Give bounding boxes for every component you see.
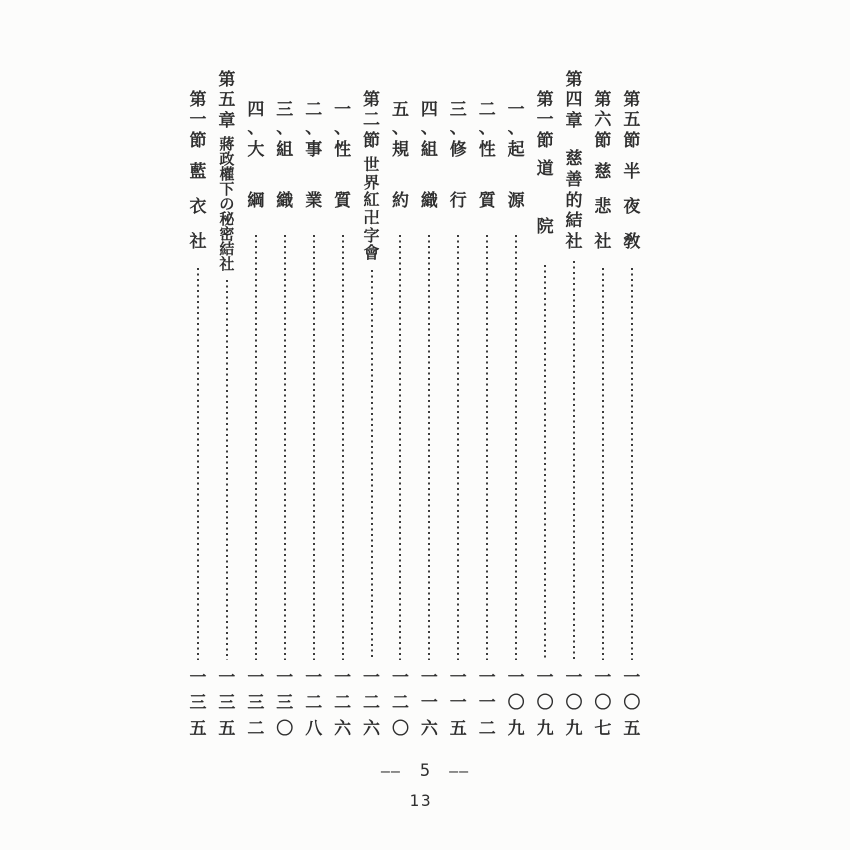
toc-entry <box>360 70 384 742</box>
entry-page-number: 一〇五 <box>623 667 641 739</box>
entry-label: 三、 <box>276 100 294 138</box>
indent-spacer <box>475 70 499 102</box>
dotted-leader <box>303 235 325 660</box>
entry-page-number: 一三〇 <box>276 667 294 739</box>
entry-title: 起源 <box>507 139 525 211</box>
entry-title: 半夜敎 <box>623 162 641 252</box>
dotted-leader <box>274 235 296 660</box>
indent-spacer <box>504 70 528 102</box>
indent-spacer <box>302 70 326 102</box>
entry-title: 道院 <box>536 159 554 237</box>
indent-spacer <box>273 70 297 102</box>
entry-label: 二、 <box>478 100 496 138</box>
entry-label: 一、 <box>507 100 525 138</box>
dotted-leader <box>505 235 527 660</box>
toc-entry <box>302 70 326 742</box>
toc-entry <box>273 70 297 742</box>
indent-spacer <box>388 70 412 102</box>
entry-label: 二、 <box>305 100 323 138</box>
entry-label: 第四章 <box>565 70 583 131</box>
entry-page-number: 一一二 <box>478 667 496 739</box>
dotted-leader <box>245 235 267 660</box>
dotted-leader <box>418 235 440 660</box>
entry-page-number: 一二六 <box>334 667 352 739</box>
entry-page-number: 一〇九 <box>507 667 525 739</box>
entry-title: 事業 <box>305 139 323 211</box>
entry-label: 第五節 <box>623 90 641 151</box>
entry-page-number: 一〇七 <box>594 667 612 739</box>
indent-spacer <box>360 70 384 90</box>
dotted-leader <box>216 280 238 659</box>
entry-page-number: 一三五 <box>189 667 207 739</box>
indent-spacer <box>244 70 268 102</box>
entry-page-number: 一〇九 <box>565 667 583 739</box>
entry-title: 修行 <box>449 139 467 211</box>
footer-left-dash: —— <box>380 762 401 780</box>
dotted-leader <box>476 235 498 660</box>
indent-spacer <box>417 70 441 102</box>
toc-entry <box>446 70 470 742</box>
entry-page-number: 一〇九 <box>536 667 554 739</box>
entry-label: 第一節 <box>536 90 554 151</box>
toc-entry <box>562 70 586 742</box>
indent-spacer <box>331 70 355 102</box>
entry-label: 第一節 <box>189 90 207 151</box>
toc-entry <box>591 70 615 742</box>
indent-spacer <box>186 70 210 90</box>
toc-entry <box>533 70 557 742</box>
toc-entry <box>475 70 499 742</box>
entry-page-number: 一三五 <box>218 667 236 739</box>
dotted-leader <box>592 268 614 660</box>
entry-label: 四、 <box>420 100 438 138</box>
entry-title: 慈悲社 <box>594 162 612 252</box>
entry-title: 蔣政權下の秘密結社 <box>219 135 235 274</box>
dotted-leader <box>187 268 209 660</box>
dotted-leader <box>361 270 383 660</box>
entry-title: 藍衣社 <box>189 162 207 252</box>
entry-page-number: 一一六 <box>420 667 438 739</box>
toc-entry <box>620 70 644 742</box>
dotted-leader <box>332 235 354 660</box>
entry-page-number: 一一五 <box>449 667 467 739</box>
entry-title: 大綱 <box>247 139 265 211</box>
entry-label: 一、 <box>334 100 352 138</box>
sheet-number: 13 <box>409 791 433 810</box>
dotted-leader <box>447 235 469 660</box>
indent-spacer <box>533 70 557 90</box>
footer-right-dash: —— <box>449 762 470 780</box>
table-of-contents <box>186 70 644 742</box>
toc-entry <box>215 70 239 742</box>
entry-label: 第六節 <box>594 90 612 151</box>
dotted-leader <box>389 235 411 660</box>
footer-page-number: 5 <box>419 761 431 781</box>
footer-page-indicator <box>0 761 850 781</box>
entry-page-number: 一二〇 <box>391 667 409 739</box>
entry-label: 第二節 <box>363 90 381 151</box>
entry-title: 規約 <box>391 139 409 211</box>
entry-label: 三、 <box>449 100 467 138</box>
toc-entry <box>388 70 412 742</box>
entry-label: 五、 <box>391 100 409 138</box>
entry-title: 世界紅卍字會 <box>363 155 380 263</box>
dotted-leader <box>621 268 643 660</box>
indent-spacer <box>620 70 644 90</box>
entry-page-number: 一二六 <box>363 667 381 739</box>
toc-entry <box>331 70 355 742</box>
toc-entry <box>186 70 210 742</box>
entry-title: 性質 <box>478 139 496 211</box>
entry-title: 組織 <box>276 139 294 211</box>
entry-label: 第五章 <box>218 70 236 131</box>
entry-title: 組織 <box>420 139 438 211</box>
entry-label: 四、 <box>247 100 265 138</box>
toc-entry <box>504 70 528 742</box>
toc-entry <box>417 70 441 742</box>
indent-spacer <box>591 70 615 90</box>
entry-page-number: 一三二 <box>247 667 265 739</box>
dotted-leader <box>534 265 556 660</box>
entry-title: 性質 <box>334 139 352 211</box>
entry-page-number: 一二八 <box>305 667 323 739</box>
dotted-leader <box>563 261 585 660</box>
entry-title: 慈善的結社 <box>565 149 583 253</box>
indent-spacer <box>446 70 470 102</box>
toc-entry <box>244 70 268 742</box>
